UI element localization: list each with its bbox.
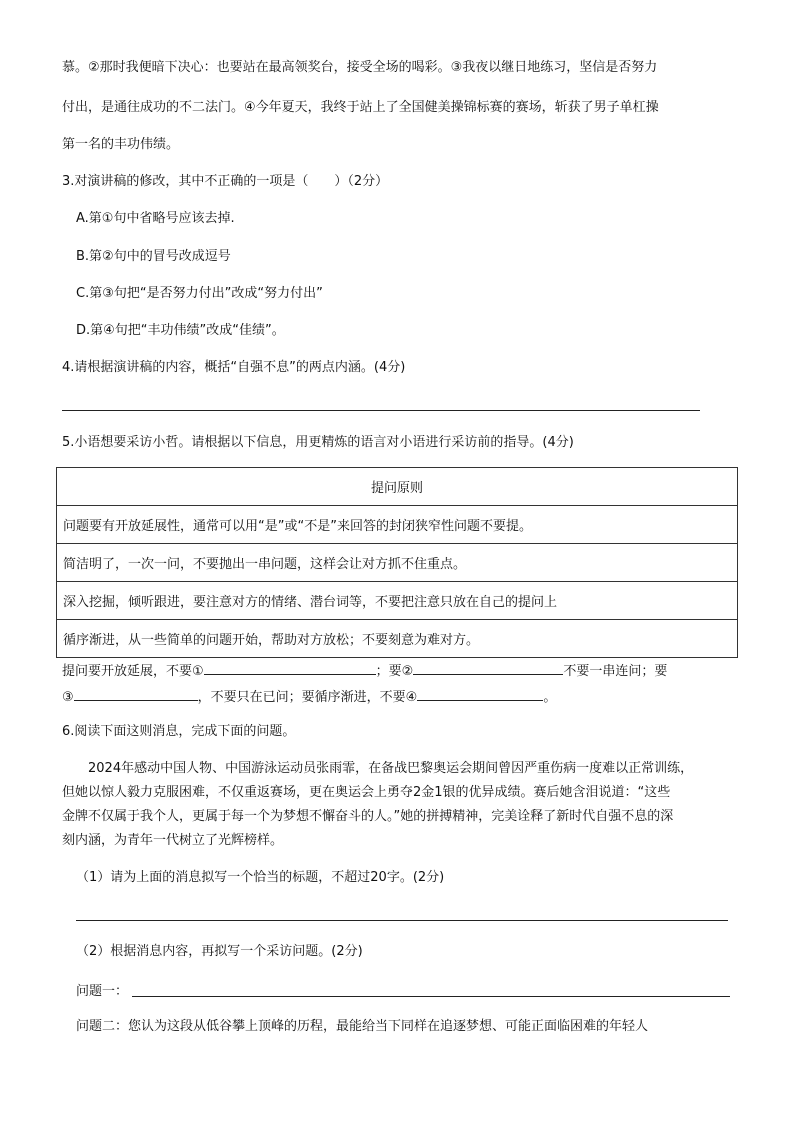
speech-line-1: 慕。②那时我便暗下决心：也要站在最高领奖台，接受全场的喝彩。③我夜以继日地练习，坚信是否努力 <box>62 60 658 75</box>
blank-4[interactable] <box>417 686 543 701</box>
passage-line: 刻内涵，为青年一代树立了光辉榜样。 <box>62 833 284 848</box>
title-answer-line[interactable] <box>76 920 728 921</box>
passage-line: 2024年感动中国人物、中国游泳运动员张雨霏，在备战巴黎奥运会期间曾因严重伤病一度难以正常训练， <box>88 761 694 776</box>
news-passage <box>62 757 742 853</box>
question-6-sub-2: （2）根据消息内容，再拟写一个采访问题。(2分) <box>76 944 363 959</box>
fill-text: 不要一串连问；要 <box>563 664 668 679</box>
table-row <box>57 620 738 658</box>
question-5-fill-line-2 <box>62 686 556 708</box>
table-row <box>57 544 738 582</box>
fill-text: 。 <box>543 690 557 705</box>
fill-text: ；要② <box>375 664 414 679</box>
question-4-title: 4.请根据演讲稿的内容，概括“自强不息”的两点内涵。(4分) <box>62 360 406 375</box>
question-two-text: 问题二：您认为这段从低谷攀上顶峰的历程，最能给当下同样在追逐梦想、可能正面临困难的年轻人 <box>76 1019 649 1034</box>
questioning-principles-table <box>56 467 738 658</box>
question-6-title: 6.阅读下面这则消息，完成下面的问题。 <box>62 724 296 739</box>
blank-2[interactable] <box>413 660 563 675</box>
question-one-row <box>76 982 128 1002</box>
speech-line-2: 付出，是通往成功的不二法门。④今年夏天，我终于站上了全国健美操锦标赛的赛场，斩获了男子单杠操 <box>62 100 659 115</box>
passage-line: 但她以惊人毅力克服困难，不仅重返赛场，更在奥运会上勇夺2金1银的优异成绩。赛后她含泪说道：“这些 <box>62 785 671 800</box>
table-header: 提问原则 <box>57 468 738 506</box>
table-cell: 问题要有开放延展性，通常可以用“是”或“不是”来回答的封闭狭窄性问题不要提。 <box>57 506 738 544</box>
question-3-title: 3.对演讲稿的修改，其中不正确的一项是（ ）（2分） <box>62 174 389 189</box>
question-5-title: 5.小语想要采访小哲。请根据以下信息，用更精炼的语言对小语进行采访前的指导。(4分) <box>62 435 574 450</box>
fill-text: 提问要开放延展，不要① <box>62 664 204 679</box>
table-row <box>57 506 738 544</box>
question-3-option-c: C.第③句把“是否努力付出”改成“努力付出” <box>76 286 323 301</box>
question-5-fill-line-1 <box>62 660 667 682</box>
question-3-option-d: D.第④句把“丰功伟绩”改成“佳绩”。 <box>76 323 285 338</box>
table-cell: 深入挖掘，倾听跟进，要注意对方的情绪、潜台词等，不要把注意只放在自己的提问上 <box>57 582 738 620</box>
fill-text: ③ <box>62 690 74 705</box>
table-row <box>57 582 738 620</box>
table-cell: 简洁明了，一次一问，不要抛出一串问题，这样会让对方抓不住重点。 <box>57 544 738 582</box>
question-4-answer-line[interactable] <box>62 410 700 411</box>
passage-line: 金牌不仅属于我个人，更属于每一个为梦想不懈奋斗的人。”她的拼搏精神，完美诠释了新时代自强不息的深 <box>62 809 674 824</box>
question-6-sub-1: （1）请为上面的消息拟写一个恰当的标题，不超过20字。(2分) <box>76 870 445 885</box>
question-one-label: 问题一： <box>76 984 129 999</box>
blank-3[interactable] <box>74 686 198 701</box>
question-one-answer-line[interactable] <box>132 996 730 997</box>
question-3-option-b: B.第②句中的冒号改成逗号 <box>76 249 231 264</box>
table-cell: 循序渐进，从一些简单的问题开始，帮助对方放松；不要刻意为难对方。 <box>57 620 738 658</box>
question-3-option-a: A.第①句中省略号应该去掉. <box>76 211 235 226</box>
fill-text: ，不要只在已问；要循序渐进，不要④ <box>197 690 418 705</box>
table-row <box>57 468 738 506</box>
speech-line-3: 第一名的丰功伟绩。 <box>62 137 180 152</box>
blank-1[interactable] <box>204 660 376 675</box>
